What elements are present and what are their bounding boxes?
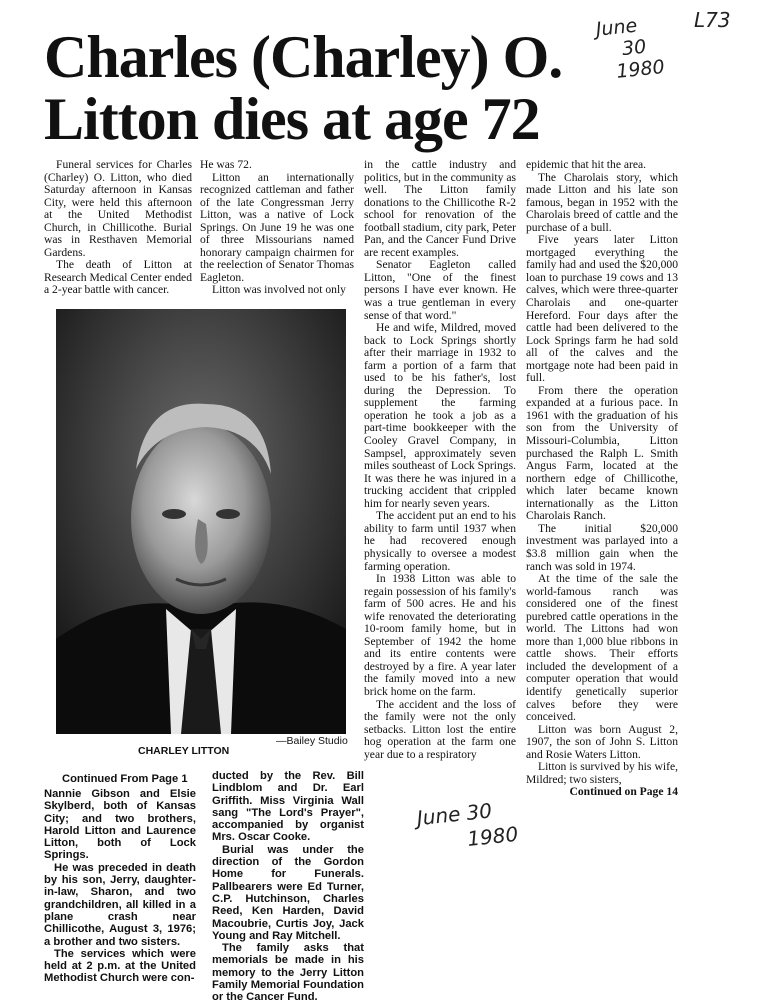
paragraph: epidemic that hit the area. xyxy=(526,158,647,171)
handwritten-date-bottom: June 30 1980 xyxy=(415,798,520,852)
paragraph: in the cattle industry and politics, but in the community as well. The Litton family donations to the Chillicothe R-2 school for renovation of the football stadium, city park, Peter Pan, and the Cancer Fund Drive are recent examples. xyxy=(364,158,516,259)
continued-from-label: Continued From Page 1 xyxy=(62,773,188,785)
article-column-2 xyxy=(200,159,354,297)
paragraph: The accident put an end to his ability to farm until 1937 when he had recovered enough physically to oversee a modest farming operation. xyxy=(364,509,516,573)
portrait-illustration xyxy=(56,309,346,734)
continued-on-note: Continued on Page 14 xyxy=(569,785,678,799)
paragraph: The family asks that memorials be made in his memory to the Jerry Litton Family Memorial Foundation or the Cancer Fund. xyxy=(212,942,364,1004)
paragraph: ducted by the Rev. Bill Lindblom and Dr. Earl Griffith. Miss Virginia Wall sang "The Lord's Prayer", accompanied by organist Mrs. Oscar Cooke. xyxy=(212,770,364,844)
paragraph: Senator Eagleton called Litton, "One of the finest persons I have ever known. He was a true gentleman in every sense of that word." xyxy=(364,258,516,322)
article-column-3 xyxy=(364,159,516,761)
handwritten-date-top: June 30 1980 xyxy=(594,14,666,83)
handwritten-page-ref: L73 xyxy=(694,8,731,32)
paragraph: In 1938 Litton was able to regain possession of his family's farm of 500 acres. He and his wife renovated the deteriorating 10-room family home, but in September of 1942 the home and its entire contents were destroyed by a fire. A year later the family moved into a new brick home on the farm. xyxy=(364,572,516,698)
paragraph: The death of Litton at Research Medical Center ended a 2-year battle with cancer. xyxy=(44,258,192,297)
headline-line-1: Charles (Charley) O. xyxy=(44,24,563,90)
paragraph: Nannie Gibson and Elsie Skylberd, both of Kansas City; and two brothers, Harold Litton and Laurence Litton, both of Lock Springs. xyxy=(44,788,196,862)
paragraph: Funeral services for Charles (Charley) O. Litton, who died Saturday afternoon in Kansas City, were held this afternoon at the United Methodist Church, in Chillicothe. Burial was in Resthaven Memorial Gardens. xyxy=(44,158,192,259)
paragraph: At the time of the sale the world-famous ranch was considered one of the finest purebred cattle operations in the world. The Littons had won more than 1,000 blue ribbons in cattle shows. Their efforts included the development of a computer operation that would identify genetically superior calves before they were conceived. xyxy=(526,572,678,724)
paragraph: The accident and the loss of the family were not the only setbacks. Litton lost the entire hog operation at the farm one year due to a respiratory xyxy=(364,697,516,761)
article-column-1 xyxy=(44,159,192,297)
portrait-photo xyxy=(56,309,346,734)
paragraph: Litton is survived by his wife, Mildred; two sisters, xyxy=(526,760,678,786)
article-column-4 xyxy=(526,159,678,799)
continuation-column-1 xyxy=(44,788,196,985)
headline-line-2: Litton dies at age 72 xyxy=(44,86,540,152)
paragraph: Burial was under the direction of the Gordon Home for Funerals. Pallbearers were Ed Turner, C.P. Hutchinson, Charles Reed, Ken Harden, David Macoubrie, Curtis Joy, Jack Young and Ray Mitchell. xyxy=(212,843,364,942)
paragraph: Litton was born August 2, 1907, the son of John S. Litton and Rosie Waters Litton. xyxy=(526,722,678,761)
paragraph: The services which were held at 2 p.m. at the United Methodist Church were con- xyxy=(44,947,196,985)
paragraph: He was 72. xyxy=(200,158,252,171)
paragraph: He and wife, Mildred, moved back to Lock Springs shortly after their marriage in 1932 to farm a portion of a farm that used to be his father's, lost during the Depression. To supplement the farming operation he took a job as a part-time bookkeeper with the Cooley Gravel Company, in Sampsel, approximately seven miles southeast of Lock Springs. It was there he was injured in a trucking accident that crippled him for nearly seven years. xyxy=(364,321,516,510)
paragraph: Five years later Litton mortgaged everything the family had and used the $20,000 loan to purchase 19 cows and 13 calves, which were three-quarter Charolais and one-quarter Hereford. Four days after the cattle had been delivered to the Lock Springs farm he had sold all of the calves and the mortgage note had been paid in full. xyxy=(526,233,678,385)
paragraph: Litton was involved not only xyxy=(212,283,346,297)
paragraph: The initial $20,000 investment was parlayed into a $3.8 million gain when the ranch was sold in 1974. xyxy=(526,521,678,573)
paragraph: The Charolais story, which made Litton and his late son famous, began in 1952 with the Charolais breed of cattle and the purchase of a bull. xyxy=(526,170,678,234)
paragraph: Litton an internationally recognized cattleman and father of the late Congressman Jerry Litton, was a native of Lock Springs. On June 19 he was one of three Missourians named honorary campaign chairmen for the reelection of Senator Thomas Eagleton. xyxy=(200,170,354,284)
paragraph: From there the operation expanded at a furious pace. In 1961 with the graduation of his son from the University of Missouri-Columbia, Litton purchased the Ralph L. Smith Angus Farm, located at the northern edge of Chillicothe, which later became known internationally as the Litton Charolais Ranch. xyxy=(526,383,678,523)
photo-credit: —Bailey Studio xyxy=(276,735,348,747)
paragraph: He was preceded in death by his son, Jerry, daughter-in-law, Sharon, and two grandchildren, all killed in a plane crash near Chillicothe, August 3, 1976; a brother and two sisters. xyxy=(44,861,196,948)
photo-caption: CHARLEY LITTON xyxy=(138,745,230,757)
continuation-column-2 xyxy=(212,770,364,1004)
